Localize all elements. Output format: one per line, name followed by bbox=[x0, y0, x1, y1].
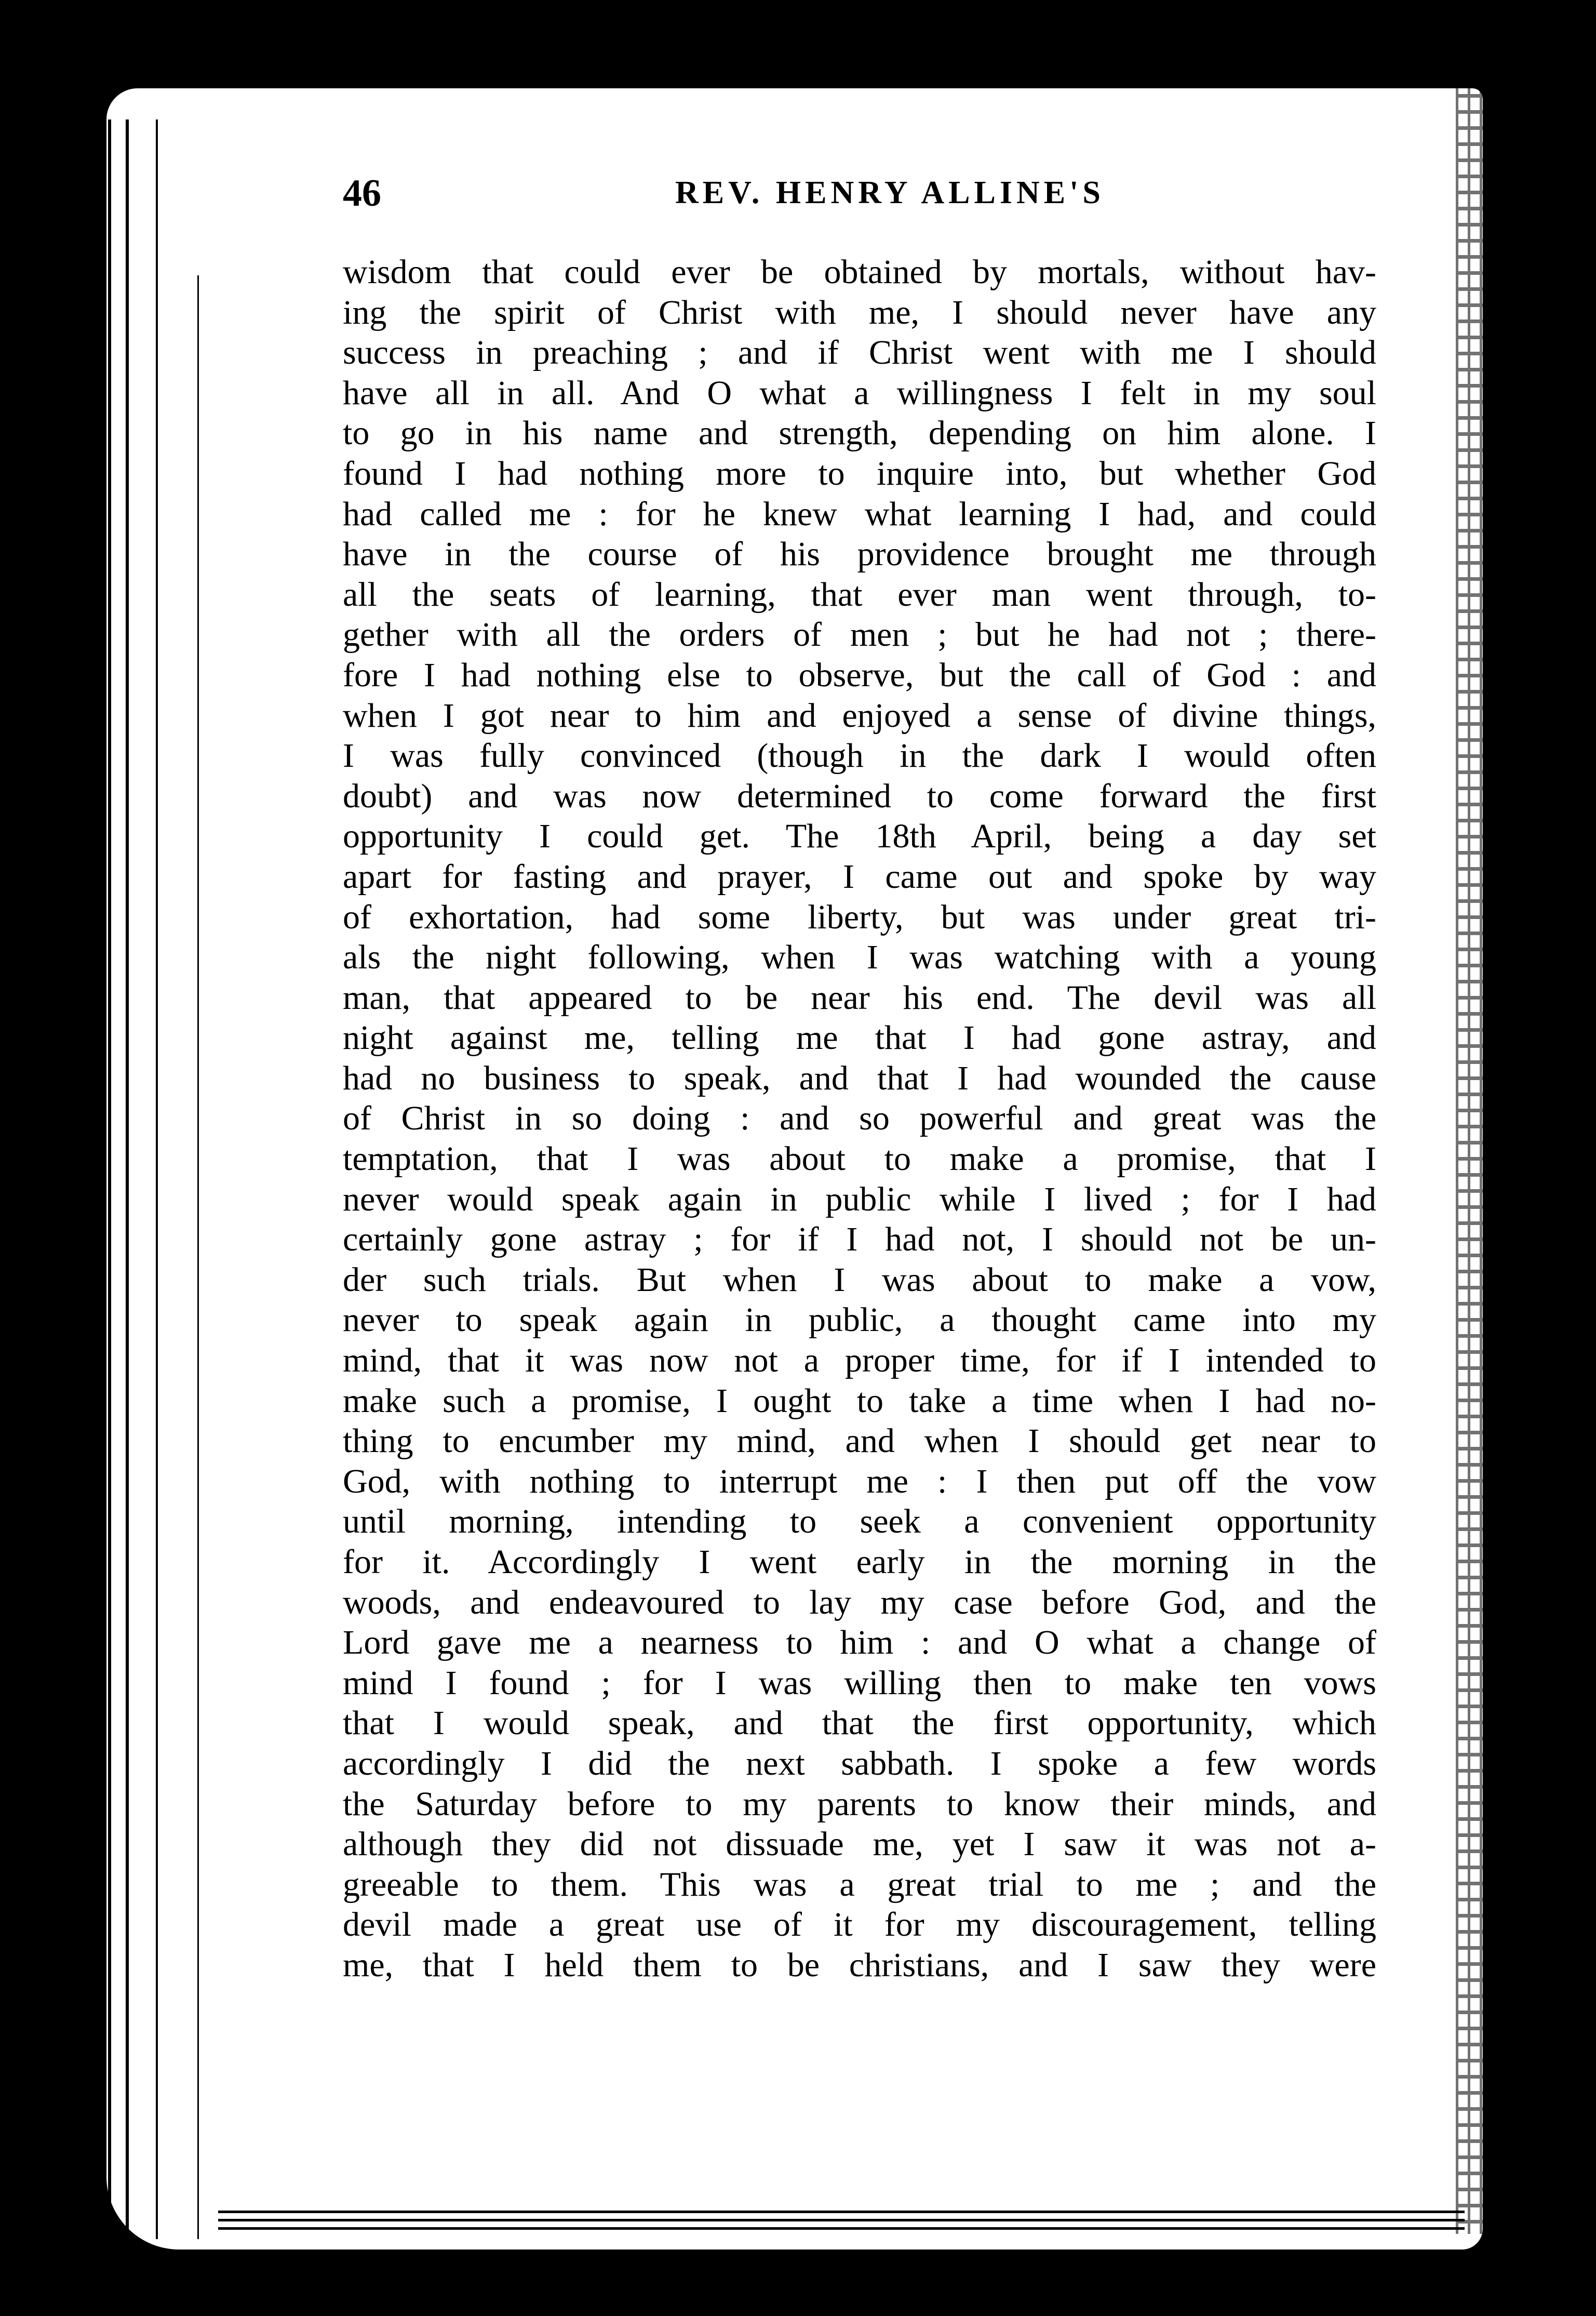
text-line: gether with all the orders of men ; but he had not ; there- bbox=[343, 616, 1376, 654]
right-page-edge-texture bbox=[1456, 78, 1513, 2234]
page-gutter-edges bbox=[78, 119, 218, 2239]
text-line: apart for fasting and prayer, I came out and spoke by way bbox=[343, 857, 1376, 896]
gutter-edge-line bbox=[126, 119, 129, 2239]
body-text bbox=[343, 252, 1376, 1986]
text-line: make such a promise, I ought to take a time when I had no- bbox=[343, 1381, 1376, 1420]
text-line: had called me : for he knew what learning I had, and could bbox=[343, 495, 1376, 533]
text-line: woods, and endeavoured to lay my case before God, and the bbox=[343, 1583, 1376, 1621]
text-line: that I would speak, and that the first opportunity, which bbox=[343, 1704, 1376, 1742]
text-line: until morning, intending to seek a convenient opportunity bbox=[343, 1502, 1376, 1541]
text-line: mind I found ; for I was willing then to make ten vows bbox=[343, 1663, 1376, 1702]
text-line: the Saturday before to my parents to know their minds, and bbox=[343, 1785, 1376, 1823]
gutter-edge-line bbox=[108, 119, 111, 2239]
text-line: mind, that it was now not a proper time, for if I intended to bbox=[343, 1341, 1376, 1380]
text-line: me, that I held them to be christians, and I saw they were bbox=[343, 1946, 1376, 1984]
text-line: success in preaching ; and if Christ went with me I should bbox=[343, 334, 1376, 372]
gutter-edge-line bbox=[93, 119, 97, 2239]
page-bottom-edges bbox=[218, 2211, 1465, 2231]
text-line: wisdom that could ever be obtained by mortals, without hav- bbox=[343, 253, 1376, 291]
text-line: found I had nothing more to inquire into, but whether God bbox=[343, 454, 1376, 493]
text-line: ing the spirit of Christ with me, I should never have any bbox=[343, 293, 1376, 331]
text-line: als the night following, when I was watching with a young bbox=[343, 938, 1376, 977]
text-line: have in the course of his providence brought me through bbox=[343, 535, 1376, 574]
gutter-edge-line bbox=[156, 119, 158, 2239]
page-header bbox=[343, 171, 1382, 223]
text-line: der such trials. But when I was about to make a vow, bbox=[343, 1260, 1376, 1299]
text-line: of exhortation, had some liberty, but was under great tri- bbox=[343, 898, 1376, 936]
text-line: opportunity I could get. The 18th April, being a day set bbox=[343, 817, 1376, 856]
text-line: although they did not dissuade me, yet I saw it was not a- bbox=[343, 1825, 1376, 1864]
text-line: greeable to them. This was a great trial to me ; and the bbox=[343, 1865, 1376, 1904]
text-line: never to speak again in public, a thought came into my bbox=[343, 1301, 1376, 1339]
text-line: devil made a great use of it for my discouragement, telling bbox=[343, 1906, 1376, 1944]
text-line: God, with nothing to interrupt me : I then put off the vow bbox=[343, 1462, 1376, 1500]
page-number: 46 bbox=[343, 172, 381, 215]
text-line: temptation, that I was about to make a promise, that I bbox=[343, 1140, 1376, 1178]
bottom-edge-line bbox=[218, 2211, 1465, 2213]
text-line: when I got near to him and enjoyed a sense of divine things, bbox=[343, 696, 1376, 735]
gutter-edge-line bbox=[78, 119, 81, 2239]
text-line: accordingly I did the next sabbath. I spoke a few words bbox=[343, 1744, 1376, 1782]
text-line: man, that appeared to be near his end. The devil was all bbox=[343, 978, 1376, 1017]
text-line: of Christ in so doing : and so powerful and great was the bbox=[343, 1099, 1376, 1138]
text-line: doubt) and was now determined to come forward the first bbox=[343, 777, 1376, 815]
text-line: for it. Accordingly I went early in the morning in the bbox=[343, 1543, 1376, 1581]
text-line: thing to encumber my mind, and when I should get near to bbox=[343, 1422, 1376, 1460]
text-line: fore I had nothing else to observe, but the call of God : and bbox=[343, 656, 1376, 694]
running-head: REV. HENRY ALLINE'S bbox=[675, 175, 1105, 210]
bottom-edge-line bbox=[218, 2227, 1465, 2230]
text-line: night against me, telling me that I had gone astray, and bbox=[343, 1019, 1376, 1057]
text-line: to go in his name and strength, depending on him alone. I bbox=[343, 414, 1376, 452]
text-line: all the seats of learning, that ever man went through, to- bbox=[343, 575, 1376, 614]
text-line: have all in all. And O what a willingness I felt in my soul bbox=[343, 374, 1376, 412]
text-line: had no business to speak, and that I had wounded the cause bbox=[343, 1059, 1376, 1097]
text-line: I was fully convinced (though in the dark I would often bbox=[343, 737, 1376, 775]
gutter-edge-line bbox=[197, 275, 199, 2239]
text-line: certainly gone astray ; for if I had not, I should not be un- bbox=[343, 1220, 1376, 1259]
text-line: Lord gave me a nearness to him : and O what a change of bbox=[343, 1623, 1376, 1662]
text-line: never would speak again in public while I lived ; for I had bbox=[343, 1180, 1376, 1218]
bottom-edge-line bbox=[218, 2219, 1465, 2221]
